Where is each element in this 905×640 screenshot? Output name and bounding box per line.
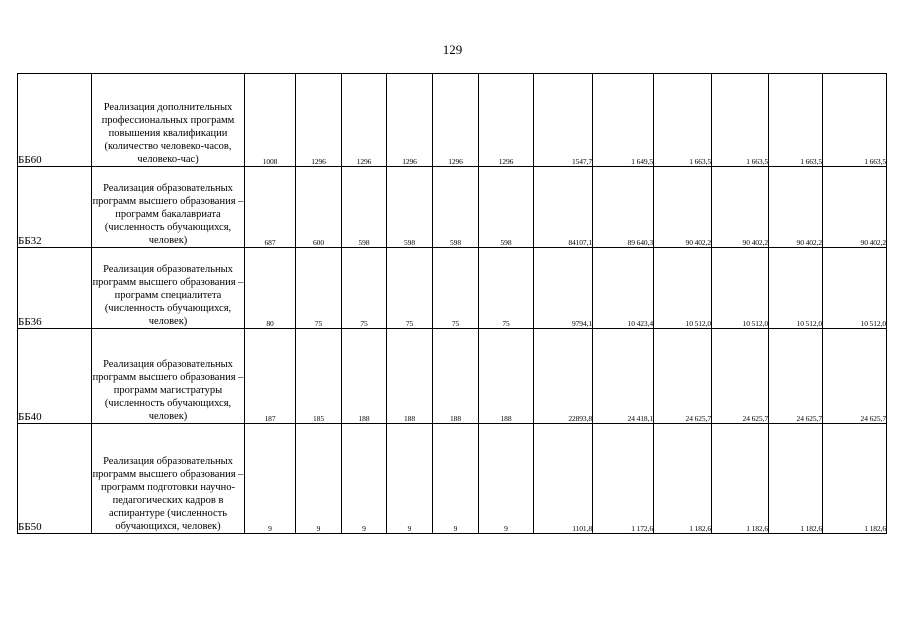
- row-code: ББ50: [18, 424, 92, 534]
- row-description: Реализация образовательных программ высшего образования – программ подготовки научно-педагогических кадров в аспирантуре (численность обучающихся, человек): [92, 424, 245, 534]
- value-cell: 90 402,2: [769, 167, 823, 248]
- value-cell: 1008: [245, 74, 296, 167]
- row-description: Реализация образовательных программ высшего образования – программ бакалавриата (численность обучающихся, человек): [92, 167, 245, 248]
- value-cell: 1547,7: [534, 74, 593, 167]
- table-row: [18, 329, 887, 424]
- value-cell: 89 640,3: [593, 167, 654, 248]
- value-cell: 1 663,5: [712, 74, 769, 167]
- value-cell: 75: [387, 248, 433, 329]
- value-cell: 1296: [296, 74, 342, 167]
- value-cell: 75: [296, 248, 342, 329]
- page-number: 129: [442, 42, 463, 57]
- value-cell: 1 663,5: [769, 74, 823, 167]
- value-cell: 188: [479, 329, 534, 424]
- value-cell: 75: [479, 248, 534, 329]
- value-cell: 9: [387, 424, 433, 534]
- value-cell: 600: [296, 167, 342, 248]
- value-cell: 24 625,7: [823, 329, 887, 424]
- value-cell: 22893,8: [534, 329, 593, 424]
- value-cell: 1 182,6: [769, 424, 823, 534]
- value-cell: 1101,8: [534, 424, 593, 534]
- value-cell: 1 649,5: [593, 74, 654, 167]
- row-code: ББ32: [18, 167, 92, 248]
- value-cell: 1296: [387, 74, 433, 167]
- value-cell: 10 512,0: [823, 248, 887, 329]
- value-cell: 9: [342, 424, 387, 534]
- table-row: [18, 424, 887, 534]
- value-cell: 598: [342, 167, 387, 248]
- value-cell: 188: [433, 329, 479, 424]
- value-cell: 188: [342, 329, 387, 424]
- value-cell: 598: [433, 167, 479, 248]
- value-cell: 10 512,0: [769, 248, 823, 329]
- value-cell: 1 182,6: [823, 424, 887, 534]
- value-cell: 187: [245, 329, 296, 424]
- value-cell: 188: [387, 329, 433, 424]
- row-description: Реализация образовательных программ высшего образования – программ магистратуры (численность обучающихся, человек): [92, 329, 245, 424]
- value-cell: 1 182,6: [654, 424, 712, 534]
- value-cell: 10 512,0: [712, 248, 769, 329]
- value-cell: 24 625,7: [654, 329, 712, 424]
- value-cell: 10 423,4: [593, 248, 654, 329]
- table-row: [18, 248, 887, 329]
- table-row: [18, 74, 887, 167]
- value-cell: 1 663,5: [654, 74, 712, 167]
- value-cell: 9: [433, 424, 479, 534]
- value-cell: 84107,1: [534, 167, 593, 248]
- row-code: ББ40: [18, 329, 92, 424]
- row-description: Реализация образовательных программ высшего образования – программ специалитета (численность обучающихся, человек): [92, 248, 245, 329]
- data-table: [17, 73, 887, 534]
- value-cell: 1296: [479, 74, 534, 167]
- value-cell: 90 402,2: [654, 167, 712, 248]
- value-cell: 24 625,7: [769, 329, 823, 424]
- value-cell: 24 625,7: [712, 329, 769, 424]
- value-cell: 90 402,2: [823, 167, 887, 248]
- value-cell: 1296: [342, 74, 387, 167]
- value-cell: 1296: [433, 74, 479, 167]
- value-cell: 1 172,6: [593, 424, 654, 534]
- row-code: ББ60: [18, 74, 92, 167]
- value-cell: 598: [387, 167, 433, 248]
- value-cell: 9: [479, 424, 534, 534]
- value-cell: 185: [296, 329, 342, 424]
- value-cell: 75: [342, 248, 387, 329]
- value-cell: 687: [245, 167, 296, 248]
- value-cell: 75: [433, 248, 479, 329]
- value-cell: 24 418,1: [593, 329, 654, 424]
- value-cell: 9: [245, 424, 296, 534]
- table-body: [18, 74, 887, 534]
- value-cell: 90 402,2: [712, 167, 769, 248]
- value-cell: 9: [296, 424, 342, 534]
- row-code: ББ36: [18, 248, 92, 329]
- value-cell: 10 512,0: [654, 248, 712, 329]
- table-row: [18, 167, 887, 248]
- row-description: Реализация дополнительных профессиональных программ повышения квалификации (количество человеко-часов, человеко-час): [92, 74, 245, 167]
- value-cell: 80: [245, 248, 296, 329]
- value-cell: 1 663,5: [823, 74, 887, 167]
- value-cell: 1 182,6: [712, 424, 769, 534]
- value-cell: 9794,1: [534, 248, 593, 329]
- value-cell: 598: [479, 167, 534, 248]
